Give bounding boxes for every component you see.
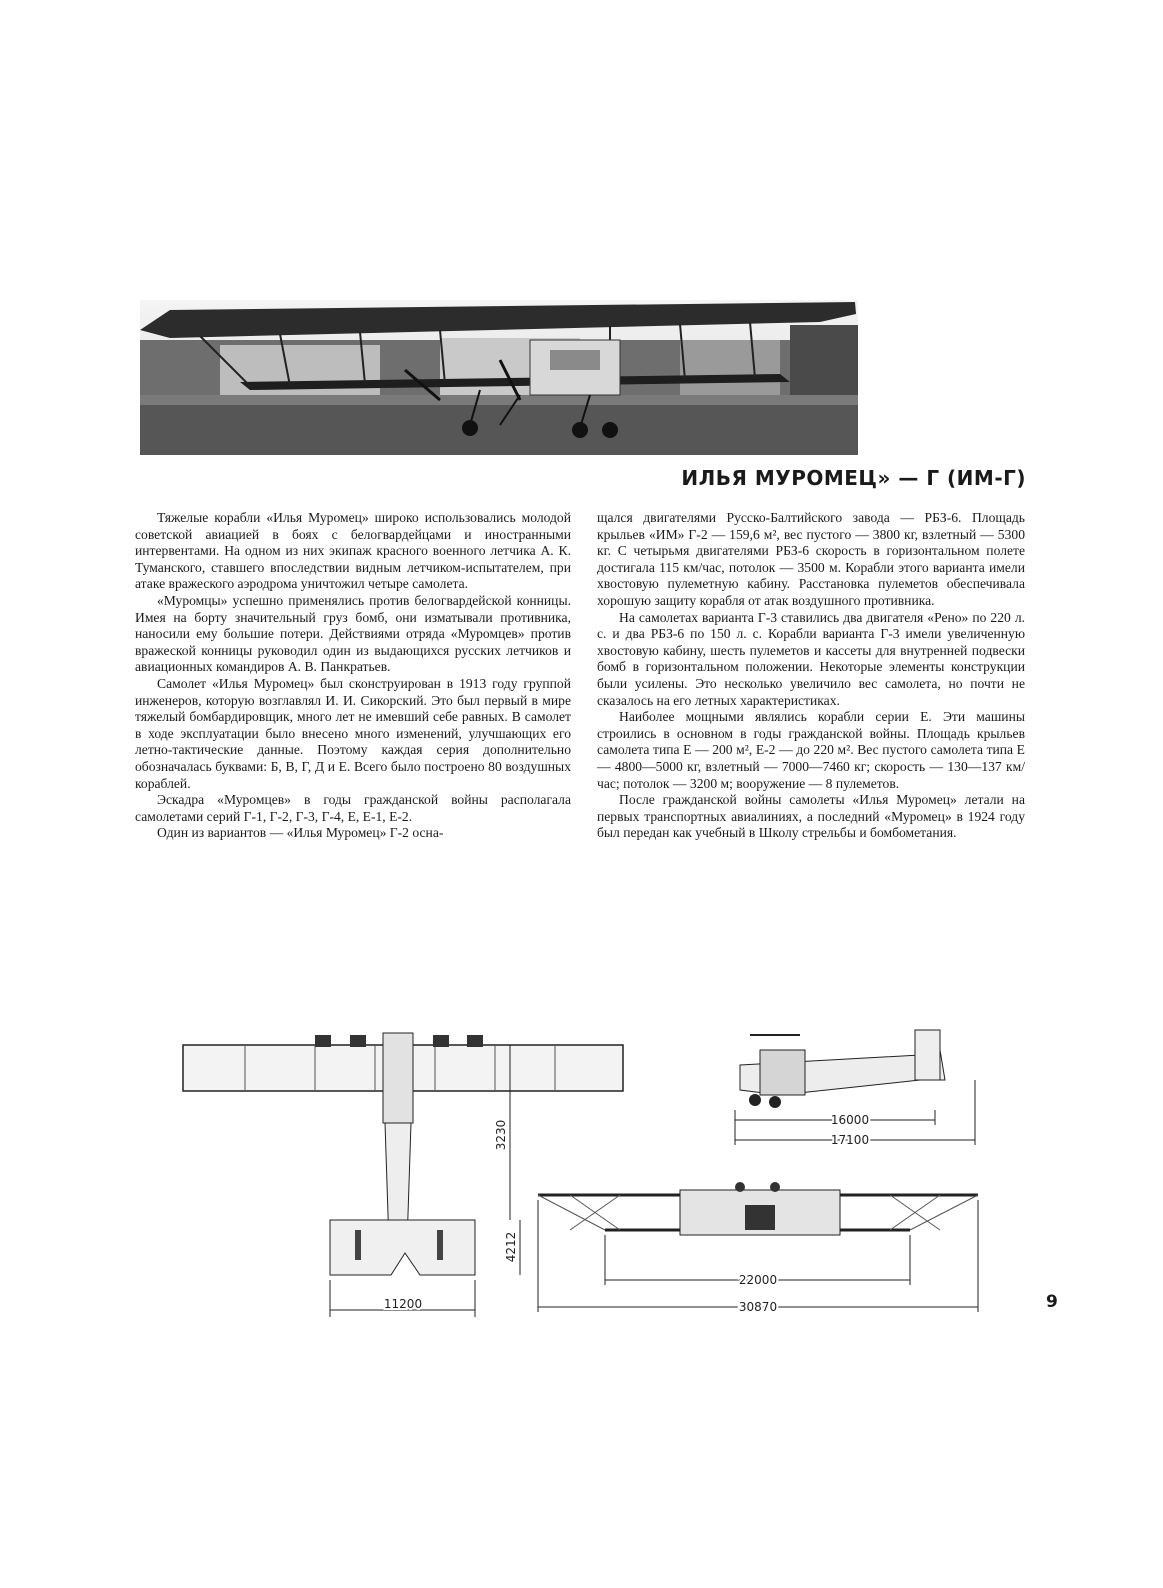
dim-side-total: 17100 xyxy=(830,1133,870,1147)
page-number: 9 xyxy=(1046,1292,1058,1312)
paragraph: Самолет «Илья Муромец» был сконструирован в 1913 году группой инженеров, которую возглавлял И. И. Сикорский. Это был первый в мире тяжелый бомбардировщик, много лет не имевший себе равных. В самолет в ходе эксплуатации было внесено много изменений, улучшающих его летно-тактические данные. Поэтому каждая серия дополнительно обозначалась буквами: Б, В, Г, Д и Е. Всего было построено 80 воздушных кораблей. xyxy=(135,675,571,791)
paragraph: Эскадра «Муромцев» в годы гражданской войны располагала самолетами серий Г-1, Г-2, Г-3, Г-4, Е, Е-1, Е-2. xyxy=(135,792,571,824)
side-view-drawing xyxy=(720,1020,980,1150)
dim-upper-span: 30870 xyxy=(738,1300,778,1314)
dim-tail: 4212 xyxy=(504,1231,518,1263)
paragraph: После гражданской войны самолеты «Илья Муромец» летали на первых транспортных авиалиниях, а последний «Муромец» в 1924 году был передан как учебный в Школу стрельбы и бомбометания. xyxy=(597,792,1025,841)
dim-tail-span: 11200 xyxy=(383,1297,423,1311)
dim-length: 3230 xyxy=(494,1119,508,1151)
front-view-drawing xyxy=(530,1175,990,1320)
paragraph: Один из вариантов — «Илья Муромец» Г-2 осна- xyxy=(157,825,444,841)
text-column-left xyxy=(135,510,571,842)
dim-fuselage: 16000 xyxy=(830,1113,870,1127)
paragraph: «Муромцы» успешно применялись против белогвардейской конницы. Имея на борту значительный груз бомб, они изматывали противника, наносили ему большие потери. Действиями отряда «Муромцев» против вражеской конницы руководил один из выдающихся русских летчиков и авиационных командиров А. В. Панкратьев. xyxy=(135,592,571,675)
paragraph: щался двигателями Русско-Балтийского завода — РБЗ-6. Площадь крыльев «ИМ» Г-2 — 159,6 м², вес пустого — 3800 кг, взлетный — 5300 кг. С четырьмя двигателями РБЗ-6 скорость в горизонтальном полете достигала 115 км/час, потолок — 3500 м. Корабли этого варианта имели хвостовую пулеметную кабину. Расстановка пулеметов обеспечивала хорошую защиту корабля от атак воздушного противника. xyxy=(597,510,1025,608)
paragraph: На самолетах варианта Г-3 ставились два двигателя «Рено» по 220 л. с. и два РБЗ-6 по 150 л. с. Корабли варианта Г-3 имели увеличенную хвостовую кабину, шесть пулеметов и кассеты для внутренней подвески бомб в горизонтальном положении. Некоторые элементы конструкции были усилены. Это несколько увеличило вес самолета, но почти не сказалось на его летных характеристиках. xyxy=(597,609,1025,708)
dim-lower-span: 22000 xyxy=(738,1273,778,1287)
paragraph: Наиболее мощными являлись корабли серии Е. Эти машины строились в основном в годы гражданской войны. Площадь крыльев самолета типа Е — 200 м², Е-2 — до 220 м². Вес пустого самолета типа Е — 4800—5000 кг, взлетный — 7000—7460 кг; скорость — 130—137 км/час; потолок — 3200 м; вооружение — 8 пулеметов. xyxy=(597,709,1025,791)
paragraph: Тяжелые корабли «Илья Муромец» широко использовались молодой советской авиацией в боях с белогвардейцами и иностранными интервентами. На одном из них экипаж красного военного летчика А. К. Туманского, ставшего впоследствии видным летчиком-испытателем, при атаке вражеского аэродрома уничтожил четыре самолета. xyxy=(135,510,571,592)
text-column-right xyxy=(597,510,1025,842)
aircraft-photo xyxy=(140,300,858,455)
page-title: ИЛЬЯ МУРОМЕЦ» — Г (ИМ-Г) xyxy=(681,466,1026,490)
